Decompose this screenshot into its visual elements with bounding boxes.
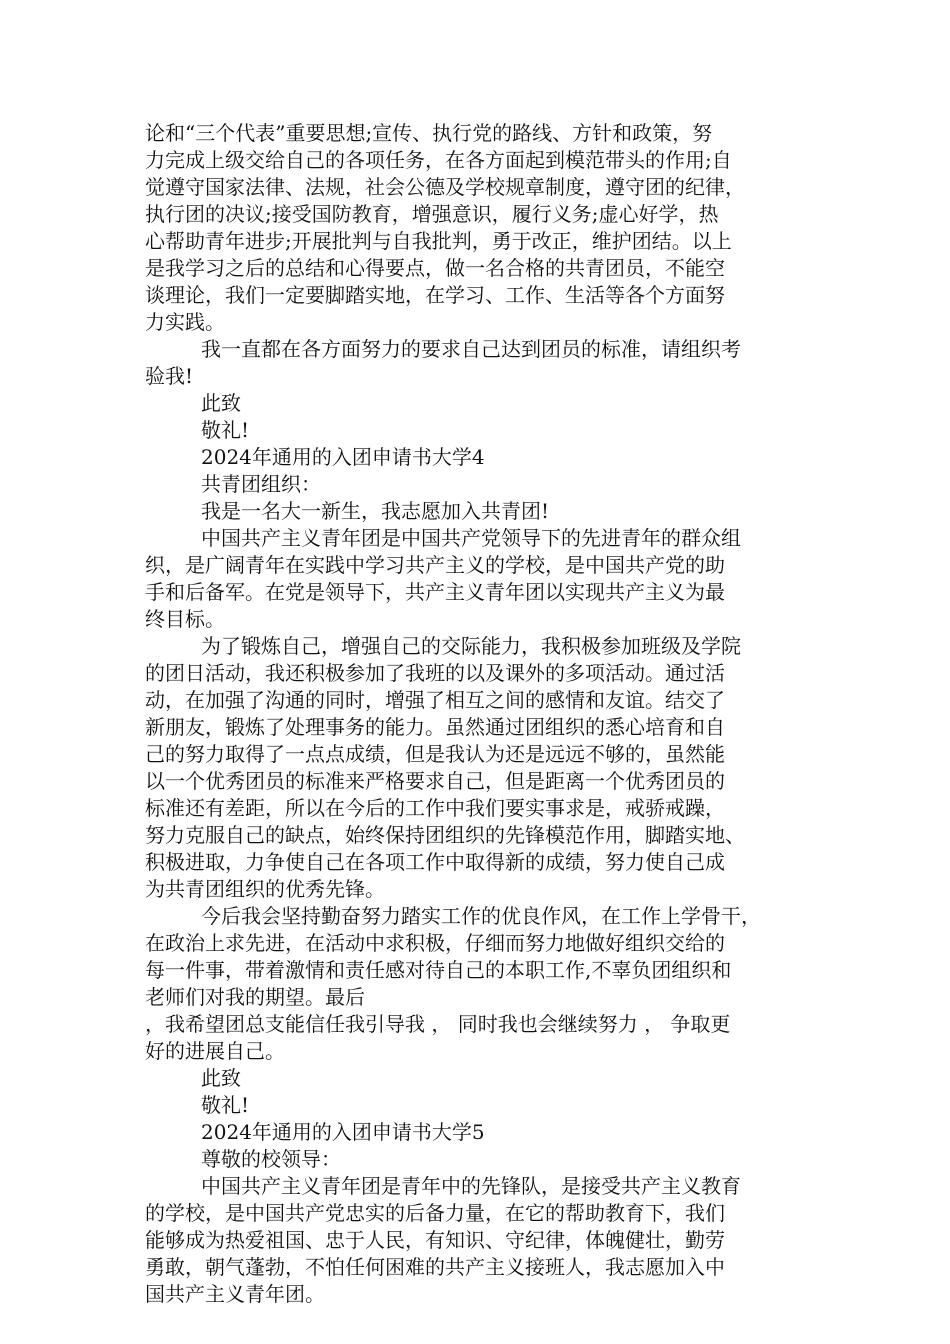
text-line: 己的努力取得了一点点成绩，但是我认为还是远远不够的，虽然能 [145,742,725,766]
text-line: 勇敢，朝气蓬勃，不怕任何困难的共产主义接班人，我志愿加入中 [145,1255,725,1279]
text-line: 老师们对我的期望。最后 [145,985,365,1009]
text-line: 新朋友，锻炼了处理事务的能力。虽然通过团组织的悉心培育和自 [145,715,725,739]
text-line: 为共青团组织的优秀先锋。 [145,877,385,901]
text-line: 是我学习之后的总结和心得要点，做一名合格的共青团员，不能空 [145,256,725,280]
text-line: 能够成为热爱祖国、忠于人民，有知识、守纪律，体魄健壮，勤劳 [145,1228,725,1252]
text-line: 尊敬的校领导： [201,1147,341,1171]
document-body [145,120,820,1308]
text-line: 为了锻炼自己，增强自己的交际能力，我积极参加班级及学院 [201,634,741,658]
text-line: 好的进展自己。 [145,1039,285,1063]
text-line: 力实践。 [145,310,225,334]
text-line: 的团日活动，我还积极参加了我班的以及课外的多项活动。通过活 [145,661,725,685]
text-line: 动，在加强了沟通的同时，增强了相互之间的感情和友谊。结交了 [145,688,725,712]
text-line: 此致 [201,1066,241,1090]
text-line: 2024年通用的入团申请书大学4 [201,445,485,469]
text-line: 共青团组织： [201,472,321,496]
text-line: 手和后备军。在党是领导下，共产主义青年团以实现共产主义为最 [145,580,725,604]
text-line: 验我! [145,364,194,388]
text-line: 中国共产主义青年团是中国共产党领导下的先进青年的群众组 [201,526,741,550]
text-line: 每一件事，带着激情和责任感对待自己的本职工作,不辜负团组织和 [145,958,732,982]
text-line: 在政治上求先进，在活动中求积极，仔细而努力地做好组织交给的 [145,931,725,955]
text-line: 执行团的决议;接受国防教育，增强意识，履行义务;虚心好学，热 [145,202,719,226]
text-line: 觉遵守国家法律、法规，社会公德及学校规章制度，遵守团的纪律， [145,175,745,199]
text-line: 敬礼! [201,418,250,442]
text-line: 我一直都在各方面努力的要求自己达到团员的标准，请组织考 [201,337,741,361]
text-line: 今后我会坚持勤奋努力踏实工作的优良作风，在工作上学骨干， [201,904,761,928]
text-line: 此致 [201,391,241,415]
text-line: 2024年通用的入团申请书大学5 [201,1120,485,1144]
text-line: 以一个优秀团员的标准来严格要求自己，但是距离一个优秀团员的 [145,769,725,793]
text-line: 我是一名大一新生，我志愿加入共青团! [201,499,550,523]
text-line: 心帮助青年进步;开展批判与自我批判，勇于改正，维护团结。以上 [145,229,732,253]
text-line: 标准还有差距，所以在今后的工作中我们要实事求是，戒骄戒躁， [145,796,725,820]
text-line: 敬礼! [201,1093,250,1117]
text-line: 积极进取，力争使自己在各项工作中取得新的成绩，努力使自己成 [145,850,725,874]
text-line: 力完成上级交给自己的各项任务，在各方面起到模范带头的作用;自 [145,148,732,172]
text-line: 中国共产主义青年团是青年中的先锋队，是接受共产主义教育 [201,1174,741,1198]
text-line: 努力克服自己的缺点，始终保持团组织的先锋模范作用，脚踏实地、 [145,823,745,847]
text-line: 终目标。 [145,607,225,631]
text-line: ，我希望团总支能信任我引导我 ， 同时我也会继续努力 ， 争取更 [145,1012,731,1036]
text-line: 的学校，是中国共产党忠实的后备力量，在它的帮助教育下，我们 [145,1201,725,1225]
text-line: 国共产主义青年团。 [145,1282,325,1306]
text-line: 谈理论，我们一定要脚踏实地，在学习、工作、生活等各个方面努 [145,283,725,307]
text-line: 织，是广阔青年在实践中学习共产主义的学校，是中国共产党的助 [145,553,725,577]
text-line: 论和“三个代表”重要思想;宣传、执行党的路线、方针和政策，努 [145,121,713,145]
